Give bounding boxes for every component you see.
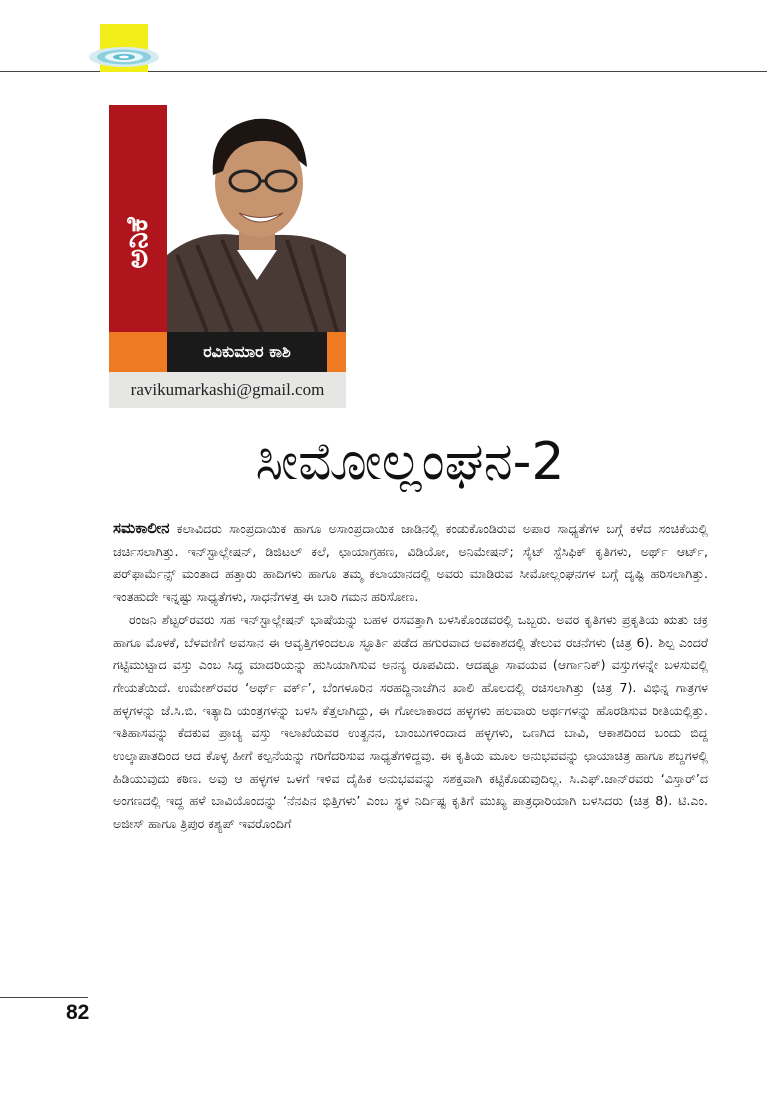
author-portrait-icon xyxy=(167,105,346,332)
footer-rule xyxy=(0,997,88,998)
article-paragraph xyxy=(113,517,708,609)
article-title: ಸೀಮೋಲ್ಲಂಘನ-2 xyxy=(255,432,565,492)
article-paragraph: ರಂಜನಿ ಶೆಟ್ಟರ್‌ರವರು ಸಹ ಇನ್‌ಸ್ಟಾಲ್ಲೇಷನ್ ಭಾಷೆಯನ್ನು ಬಹಳ ರಸವತ್ತಾಗಿ ಬಳಸಿಕೊಂಡವರಲ್ಲಿ ಒಬ್ಬರು. ಅವರ ಕೃತಿಗಳು ಪ್ರಕೃತಿಯ ಋತು ಚಕ್ರ ಹಾಗೂ ಮೊಳಕೆ, ಬೆಳವಣಿಗೆ ಅವಸಾನ ಈ ಆವೃತ್ತಿಗಳಿಂದಲೂ ಸ್ಫೂರ್ತಿ ಪಡೆದ ಹಗುರವಾದ ಅವಕಾಶದಲ್ಲಿ ತೇಲುವ ರಚನೆಗಳು (ಚಿತ್ರ 6). ಶಿಲ್ಪ ಎಂದರೆ ಗಟ್ಟಿಮುಟ್ಟಾದ ವಸ್ತು ಎಂಬ ಸಿದ್ಧ ಮಾದರಿಯನ್ನು ಹುಸಿಯಾಗಿಸುವ ಅನನ್ಯ ರೂಪವಿದು. ಆದಷ್ಟೂ ಸಾವಯವ (ಆರ್ಗಾನಿಕ್) ವಸ್ತುಗಳನ್ನೇ ಬಳಸುವಲ್ಲಿ ಗೇಯತೆಯಿದೆ. ಉಮೇಶ್‌ರವರ ‘ಅರ್ಥ್ ವರ್ಕ್’, ಬೆಂಗಳೂರಿನ ಸರಹದ್ದಿನಾಚೆಗಿನ ಖಾಲಿ ಹೊಲದಲ್ಲಿ ರಚಿಸಲಾಗಿತ್ತು (ಚಿತ್ರ 7). ವಿಭಿನ್ನ ಗಾತ್ರಗಳ ಹಳ್ಳಗಳನ್ನು ಜೆ.ಸಿ.ಬಿ. ಇತ್ಯಾದಿ ಯಂತ್ರಗಳನ್ನು ಬಳಸಿ ಕೆತ್ತಲಾಗಿದ್ದು, ಈ ಗೋಲಾಕಾರದ ಹಳ್ಳಗಳು ಹಲವಾರು ಅರ್ಥಗಳನ್ನು ಹೊರಡಿಸುವ ರೀತಿಯಲ್ಲಿತ್ತು. ಇತಿಹಾಸವನ್ನು ಕೆದಕುವ ಪ್ರಾಚ್ಯ ವಸ್ತು ಇಲಾಖೆಯವರ ಉತ್ಖನನ, ಬಾಂಬುಗಳಿಂದಾದ ಹಳ್ಳಗಳು, ಒಣಗಿದ ಬಾವಿ, ಆಕಾಶದಿಂದ ಬಂದು ಬಿದ್ದ ಉಲ್ಕಾಪಾತದಿಂದ ಆದ ಕೊಳ್ಳ ಹೀಗೆ ಕಲ್ಪನೆಯನ್ನು ಗರಿಗೆದರಿಸುವ ಸಾಧ್ಯತೆಗಳಿದ್ದವು. ಈ ಕೃತಿಯ ಮೂಲ ಅನುಭವವನ್ನು ಛಾಯಾಚಿತ್ರ ಹಾಗೂ ಶಬ್ದಗಳಲ್ಲಿ ಹಿಡಿಯುವುದು ಕಠಿಣ. ಅವು ಆ ಹಳ್ಳಗಳ ಒಳಗೆ ಇಳಿವ ದೈಹಿಕ ಅನುಭವವನ್ನು ಸಶಕ್ತವಾಗಿ ಕಟ್ಟಿಕೊಡುವುದಿಲ್ಲ. ಸಿ.ಎಫ್.ಜಾನ್‌ರವರು ‘ವಿಸ್ತಾರ್’ದ ಅಂಗಣದಲ್ಲಿ ಇದ್ದ ಹಳೆ ಬಾವಿಯೊಂದನ್ನು ‘ನೆನಪಿನ ಭಿತ್ತಿಗಳು’ ಎಂಬ ಸ್ಥಳ ನಿರ್ದಿಷ್ಟ ಕೃತಿಗೆ ಮುಖ್ಯ ಪಾತ್ರಧಾರಿಯಾಗಿ ಬಳಸಿದರು (ಚಿತ್ರ 8). ಟಿ.ಎಂ. ಅಜೀಸ್ ಹಾಗೂ ತ್ರಿಪುರ ಕಶ್ಯಪ್ ಇವರೊಂದಿಗೆ xyxy=(113,611,708,832)
paragraph-text: ಕಲಾವಿದರು ಸಾಂಪ್ರದಾಯಿಕ ಹಾಗೂ ಅಸಾಂಪ್ರದಾಯಿಕ ಜಾಡಿನಲ್ಲಿ ಕಂಡುಕೊಂಡಿರುವ ಅಪಾರ ಸಾಧ್ಯತೆಗಳ ಬಗ್ಗೆ ಕಳೆದ ಸಂಚಿಕೆಯಲ್ಲಿ ಚರ್ಚಿಸಲಾಗಿತ್ತು. ಇನ್‌ಸ್ಟಾಲ್ಲೇಷನ್, ಡಿಜಿಟಲ್ ಕಲೆ, ಛಾಯಾಗ್ರಹಣ, ವಿಡಿಯೋ, ಅನಿಮೇಷನ್; ಸೈಟ್ ಸ್ಪೆಸಿಫಿಕ್ ಕೃತಿಗಳು, ಅರ್ಥ್ ಆರ್ಟ್, ಪರ್‌ಫಾರ್ಮೆನ್ಸ್ ಮಂತಾದ ಹತ್ತಾರು ಹಾದಿಗಳು ಹಾಗೂ ತಮ್ಮ ಕಲಾಯಾನದಲ್ಲಿ ಅವರು ಮಾಡಿರುವ ಸೀಮೋಲ್ಲಂಘನಗಳ ಬಗ್ಗೆ ದೃಷ್ಟಿ ಹರಿಸಲಾಗಿತ್ತು. ಇಂತಹುದೇ ಇನ್ನಷ್ಟು ಸಾಧ್ಯತೆಗಳು, ಸಾಧನೆಗಳತ್ತ ಈ ಬಾರಿ ಗಮನ ಹರಿಸೋಣ. xyxy=(113,521,708,605)
author-name: ರವಿಕುಮಾರ ಕಾಶಿ xyxy=(167,332,327,372)
author-email: ravikumarkashi@gmail.com xyxy=(109,372,346,408)
column-title: ಅನಿಕೆ xyxy=(120,217,155,269)
lead-word: ಸಮಕಾಲೀನ xyxy=(113,519,170,537)
article-body xyxy=(113,517,708,836)
page-number: 82 xyxy=(66,1001,90,1024)
yellow-ripple-icon xyxy=(88,24,160,72)
author-box xyxy=(109,105,346,408)
